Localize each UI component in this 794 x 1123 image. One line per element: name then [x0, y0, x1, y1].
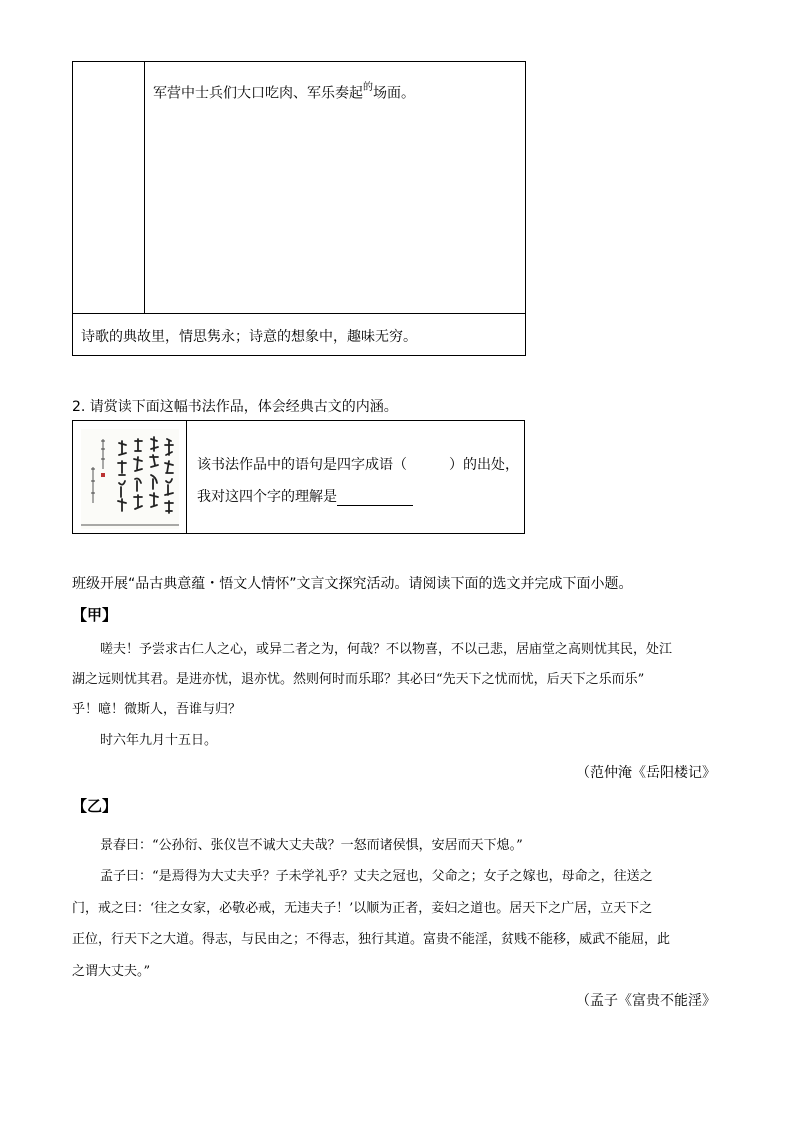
yi-line: 景春曰：“公孙衍、张仪岂不诚大丈夫哉？一怒而诸侯惧，安居而天下熄。” — [100, 838, 523, 853]
yi-line: 门，戒之曰：‘往之女家，必敬必戒，无违夫子！’以顺为正者，妾妇之道也。居天下之广居，立天下之 — [72, 901, 653, 916]
table-divider — [144, 62, 145, 313]
question-2-title: 2. 请赏读下面这幅书法作品，体会经典古文的内涵。 — [72, 399, 398, 415]
answer-blank[interactable] — [337, 491, 413, 506]
understanding-question: 我对这四个字的理解是 — [197, 486, 413, 506]
section-yi-label: 【乙】 — [72, 797, 118, 815]
yi-source: （孟子《富贵不能淫》 — [576, 993, 716, 1009]
jia-line: 时六年九月十五日。 — [100, 733, 218, 748]
calligraphy-image — [81, 429, 179, 529]
activity-intro: 班级开展“品古典意蕴・悟文人情怀”文言文探究活动。请阅读下面的选文并完成下面小题。 — [72, 576, 633, 592]
section-jia-label: 【甲】 — [72, 606, 118, 624]
yi-line: 正位，行天下之大道。得志，与民由之；不得志，独行其道。富贵不能淫，贫贱不能移，威武不能屈，此 — [72, 932, 671, 947]
table-divider — [73, 313, 525, 314]
idiom-question: 该书法作品中的语句是四字成语（ ）的出处， — [197, 457, 519, 473]
yi-line: 孟子曰：“是焉得为大丈夫乎？子未学礼乎？丈夫之冠也，父命之；女子之嫁也，母命之，往送之 — [100, 869, 653, 884]
scene-description: 军营中士兵们大口吃肉、军乐奏起$^的$场面。 — [153, 82, 415, 102]
jia-line: 湖之远则忧其君。是进亦忧，退亦忧。然则何时而乐耶？其必曰“先天下之忧而忧，后天下之乐而乐” — [72, 672, 645, 687]
scene-table — [72, 61, 526, 356]
jia-line: 乎！噫！微斯人，吾谁与归？ — [72, 702, 242, 717]
yi-line: 之谓大丈夫。” — [72, 964, 151, 979]
jia-line: 嗟夫！予尝求古仁人之心，或异二者之为，何哉？不以物喜，不以己悲，居庙堂之高则忧其民，处江 — [100, 642, 673, 657]
calligraphy-table — [72, 420, 525, 534]
jia-source: （范仲淹《岳阳楼记》 — [576, 765, 716, 781]
table-divider — [186, 421, 187, 533]
table-footer: 诗歌的典故里，情思隽永；诗意的想象中，趣味无穷。 — [81, 329, 417, 345]
